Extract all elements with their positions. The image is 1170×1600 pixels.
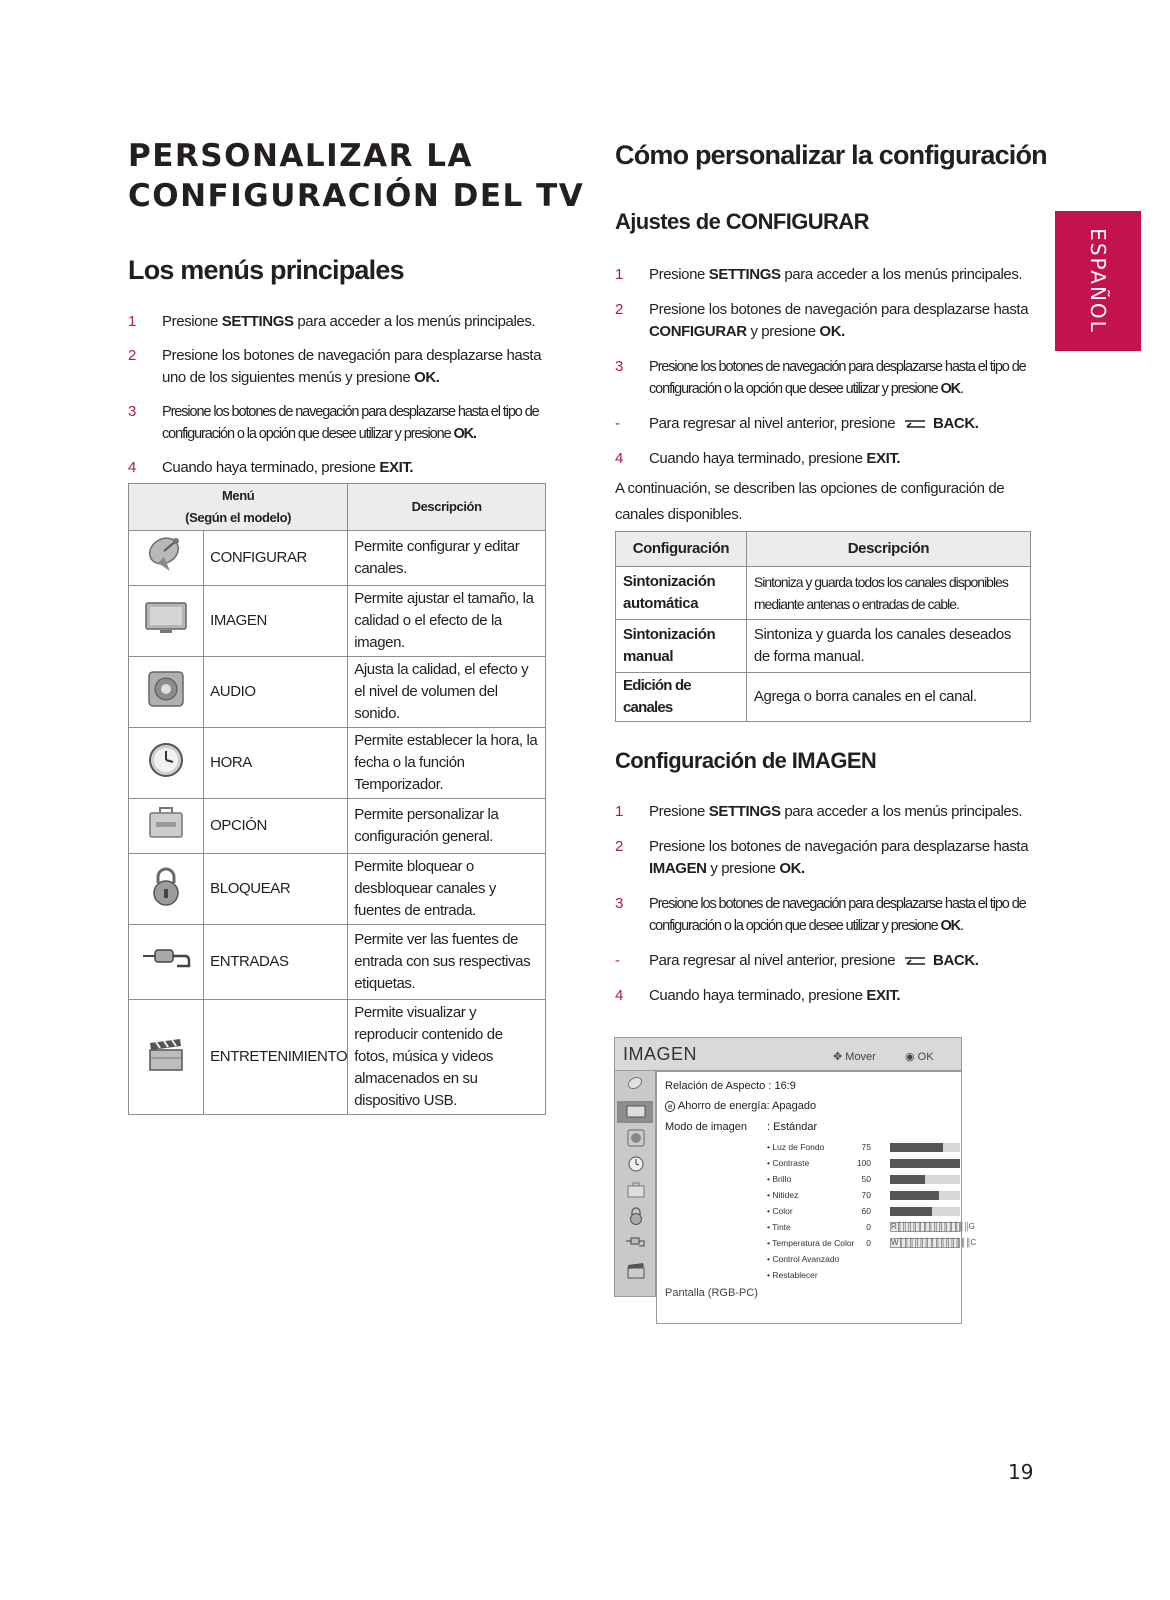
- table-header-row: [616, 532, 1031, 567]
- tv-monitor-icon: [129, 586, 204, 657]
- move-arrows-icon: ✥: [833, 1051, 846, 1063]
- step-number: 4: [615, 987, 623, 1004]
- step-text: Para regresar al nivel anterior, presione BACK.: [649, 952, 979, 969]
- step-number: 1: [128, 313, 136, 330]
- osd-hint-ok: ◉ OK: [905, 1051, 934, 1063]
- osd-color-temp-label[interactable]: • Temperatura de Color: [767, 1238, 855, 1248]
- step-number: 2: [615, 301, 623, 318]
- step-item: [128, 345, 558, 389]
- step-item: [615, 299, 1035, 343]
- main-menus-table: [128, 483, 546, 1115]
- clapperboard-icon: [129, 1000, 204, 1115]
- menu-name: CONFIGURAR: [204, 531, 348, 586]
- step-item: [615, 264, 1035, 286]
- step-item: [615, 893, 1035, 937]
- step-text: Presione los botones de navegación para desplazarse hasta el tipo de configuración o la opción que desee utilizar y presione OK.: [162, 404, 539, 442]
- osd-clock-icon: [626, 1155, 646, 1173]
- config-description: Sintoniza y guarda los canales deseados de forma manual.: [746, 620, 1030, 673]
- step-number: -: [615, 415, 620, 432]
- osd-cable-plug-icon: [626, 1233, 646, 1251]
- osd-energy-saving[interactable]: e Ahorro de energía: Apagado: [665, 1100, 816, 1112]
- osd-backlight-label[interactable]: • Luz de Fondo: [767, 1142, 825, 1152]
- osd-title: IMAGEN: [623, 1044, 698, 1064]
- table-row: [129, 728, 546, 799]
- step-item: [128, 457, 558, 479]
- page-title: [128, 136, 598, 216]
- channel-config-table: [615, 531, 1031, 722]
- osd-screen-rgb-pc[interactable]: Pantalla (RGB-PC): [665, 1287, 758, 1299]
- step-text: Cuando haya terminado, presione EXIT.: [162, 459, 414, 476]
- table-row: [129, 854, 546, 925]
- table-header-menu: [129, 484, 348, 531]
- step-number: 4: [128, 459, 136, 476]
- osd-picture-mode[interactable]: Modo de imagen : Estándar: [665, 1121, 818, 1133]
- osd-sharpness-bar[interactable]: [890, 1191, 960, 1200]
- osd-color-temp-value: 0: [866, 1238, 871, 1248]
- page-title-line2: CONFIGURACIÓN DEL TV: [128, 178, 585, 214]
- section-heading-customize: Cómo personalizar la configuración: [615, 140, 1047, 170]
- step-text: Presione SETTINGS para acceder a los menús principales.: [649, 266, 1023, 283]
- osd-tint-value: 0: [866, 1222, 871, 1232]
- osd-satellite-dish-icon: [626, 1075, 646, 1093]
- step-item: [615, 985, 1035, 1007]
- imagen-osd-screenshot: [614, 1037, 976, 1324]
- table-row: [129, 586, 546, 657]
- step-item: [615, 836, 1035, 880]
- menu-description: Permite configurar y editar canales.: [348, 531, 546, 586]
- step-number: 3: [128, 403, 136, 420]
- page-number: 19: [1008, 1460, 1034, 1484]
- step-text: Presione SETTINGS para acceder a los menús principales.: [162, 313, 536, 330]
- menu-name: HORA: [204, 728, 348, 799]
- osd-color-temp-scale[interactable]: W║║║║║║║║║║║║║║C: [891, 1238, 976, 1247]
- table-header-description: Descripción: [746, 532, 1030, 567]
- header-menu-line1: Menú: [221, 488, 255, 503]
- main-menus-steps: [128, 311, 558, 479]
- table-row: [129, 925, 546, 1000]
- menu-name: ENTRADAS: [204, 925, 348, 1000]
- ok-button-icon: ◉: [905, 1051, 918, 1063]
- step-number: 3: [615, 895, 623, 912]
- osd-sharpness-label[interactable]: • Nitidez: [767, 1190, 799, 1200]
- osd-padlock-icon: [626, 1207, 646, 1225]
- step-number: 1: [615, 803, 623, 820]
- menu-description: Permite ajustar el tamaño, la calidad o el efecto de la imagen.: [348, 586, 546, 657]
- table-row: [129, 1000, 546, 1115]
- osd-toolbox-icon: [626, 1181, 646, 1199]
- osd-tint-scale[interactable]: R║║║║║║║║║║║║║║G: [891, 1222, 975, 1231]
- osd-color-value: 60: [861, 1206, 871, 1216]
- config-name: Edición de canales: [616, 673, 747, 722]
- osd-color-bar[interactable]: [890, 1207, 960, 1216]
- toolbox-icon: [129, 799, 204, 854]
- step-number: -: [615, 952, 620, 969]
- header-menu-line2: (Según el modelo): [185, 510, 292, 525]
- osd-aspect-ratio[interactable]: Relación de Aspecto : 16:9: [665, 1080, 796, 1092]
- osd-header: [614, 1037, 962, 1071]
- subheading-configurar: Ajustes de CONFIGURAR: [615, 209, 869, 234]
- step-item: [128, 401, 558, 445]
- step-text: Para regresar al nivel anterior, presione BACK.: [649, 415, 979, 432]
- step-number: 1: [615, 266, 623, 283]
- osd-brightness-bar[interactable]: [890, 1175, 960, 1184]
- table-row: [129, 657, 546, 728]
- language-tab: [1055, 211, 1141, 351]
- table-row: [616, 673, 1031, 722]
- menu-name: AUDIO: [204, 657, 348, 728]
- back-arrow-icon: [901, 418, 927, 430]
- menu-description: Permite establecer la hora, la fecha o la función Temporizador.: [348, 728, 546, 799]
- osd-contrast-bar[interactable]: [890, 1159, 960, 1168]
- osd-contrast-label[interactable]: • Contraste: [767, 1158, 810, 1168]
- menu-description: Permite visualizar y reproducir contenido de fotos, música y videos almacenados en su dispositivo USB.: [348, 1000, 546, 1115]
- step-item: [615, 950, 1035, 972]
- config-name: Sintonización manual: [616, 620, 747, 673]
- clock-icon: [129, 728, 204, 799]
- intro-paragraph: A continuación, se describen las opciones de configuración de canales disponibles.: [615, 480, 1005, 523]
- osd-backlight-value: 75: [861, 1142, 871, 1152]
- imagen-steps: [615, 801, 1035, 1007]
- step-text: Cuando haya terminado, presione EXIT.: [649, 987, 901, 1004]
- table-row: [129, 799, 546, 854]
- table-row: [616, 620, 1031, 673]
- step-number: 3: [615, 358, 623, 375]
- speaker-icon: [129, 657, 204, 728]
- padlock-icon: [129, 854, 204, 925]
- section-heading-main-menus: Los menús principales: [128, 255, 404, 285]
- osd-backlight-bar[interactable]: [890, 1143, 960, 1152]
- cable-plug-icon: [129, 925, 204, 1000]
- language-tab-label: ESPAÑOL: [1086, 228, 1110, 334]
- subheading-imagen: Configuración de IMAGEN: [615, 748, 877, 773]
- satellite-dish-icon: [129, 531, 204, 586]
- osd-color-label[interactable]: • Color: [767, 1206, 793, 1216]
- table-row: [129, 531, 546, 586]
- step-text: Presione los botones de navegación para desplazarse hasta CONFIGURAR y presione OK.: [649, 301, 1029, 340]
- config-name: Sintonización automática: [616, 567, 747, 620]
- osd-sharpness-value: 70: [861, 1190, 871, 1200]
- osd-settings-panel: [656, 1071, 976, 1324]
- table-row: [616, 567, 1031, 620]
- table-header-description: Descripción: [348, 484, 546, 531]
- osd-reset[interactable]: • Restablecer: [767, 1270, 818, 1280]
- step-item: [615, 356, 1035, 400]
- energy-leaf-icon: e: [665, 1101, 675, 1112]
- step-number: 2: [128, 347, 136, 364]
- step-item: [615, 801, 1035, 823]
- table-header-config: Configuración: [616, 532, 747, 567]
- step-number: 2: [615, 838, 623, 855]
- menu-description: Permite personalizar la configuración general.: [348, 799, 546, 854]
- back-arrow-icon: [901, 955, 927, 967]
- step-text: Presione los botones de navegación para desplazarse hasta uno de los siguientes menús y presione OK.: [162, 347, 542, 386]
- osd-tint-label[interactable]: • Tinte: [767, 1222, 791, 1232]
- page-title-line1: PERSONALIZAR LA: [128, 138, 474, 174]
- step-item: [615, 413, 1035, 435]
- step-item: [128, 311, 558, 333]
- osd-advanced-control[interactable]: • Control Avanzado: [767, 1254, 840, 1264]
- table-header-row: [129, 484, 546, 531]
- osd-contrast-value: 100: [856, 1158, 871, 1168]
- step-text: Presione los botones de navegación para desplazarse hasta IMAGEN y presione OK.: [649, 838, 1029, 877]
- menu-name: OPCIÓN: [204, 799, 348, 854]
- step-number: 4: [615, 450, 623, 467]
- step-text: Presione los botones de navegación para desplazarse hasta el tipo de configuración o la opción que desee utilizar y presione OK.: [649, 359, 1026, 397]
- osd-speaker-icon: [626, 1129, 646, 1147]
- osd-brightness-label[interactable]: • Brillo: [767, 1174, 792, 1184]
- menu-name: BLOQUEAR: [204, 854, 348, 925]
- config-description: Sintoniza y guarda todos los canales disponibles mediante antenas o entradas de cable.: [746, 567, 1030, 620]
- step-text: Cuando haya terminado, presione EXIT.: [649, 450, 901, 467]
- menu-name: ENTRETENIMIENTO: [204, 1000, 348, 1115]
- menu-description: Permite bloquear o desbloquear canales y fuentes de entrada.: [348, 854, 546, 925]
- step-text: Presione SETTINGS para acceder a los menús principales.: [649, 803, 1023, 820]
- menu-description: Ajusta la calidad, el efecto y el nivel de volumen del sonido.: [348, 657, 546, 728]
- menu-description: Permite ver las fuentes de entrada con sus respectivas etiquetas.: [348, 925, 546, 1000]
- menu-name: IMAGEN: [204, 586, 348, 657]
- osd-brightness-value: 50: [861, 1174, 871, 1184]
- config-description: Agrega o borra canales en el canal.: [746, 673, 1030, 722]
- step-text: Presione los botones de navegación para desplazarse hasta el tipo de configuración o la opción que desee utilizar y presione OK.: [649, 896, 1026, 934]
- configurar-steps: [615, 264, 1035, 470]
- step-item: [615, 448, 1035, 470]
- osd-tv-monitor-icon: [626, 1103, 646, 1121]
- osd-sidebar: [614, 1071, 656, 1297]
- osd-hint-move: ✥ Mover: [833, 1051, 876, 1063]
- osd-clapperboard-icon: [626, 1261, 646, 1279]
